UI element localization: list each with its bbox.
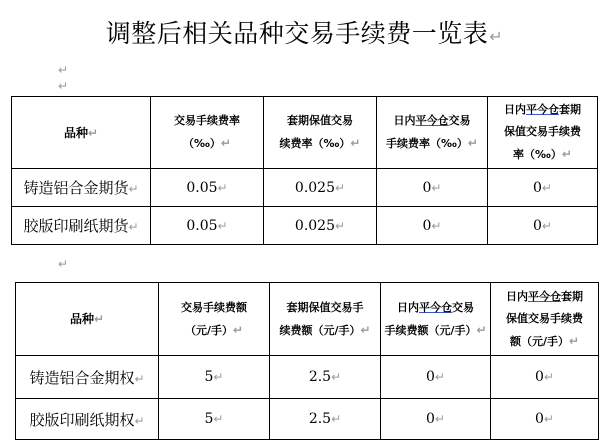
- header-normal-fee: 交易手续费额 （元/手）↵: [159, 283, 270, 356]
- intraday-fee-cell: 0↵: [381, 356, 491, 399]
- header-hedge-fee: 套期保值交易手 续费额（元/手）↵: [270, 283, 381, 356]
- empty-paragraph: ↵: [58, 257, 69, 271]
- table-row: [12, 169, 598, 207]
- hedge-fee-cell: 0.025↵: [264, 169, 377, 207]
- intraday-fee-cell: 0↵: [381, 399, 491, 440]
- table-header-row: [16, 283, 599, 356]
- hedge-intraday-fee-cell: 0↵: [491, 399, 599, 440]
- empty-paragraph: ↵: [58, 79, 69, 93]
- hedge-intraday-fee-cell: 0↵: [491, 356, 599, 399]
- table-row: [16, 356, 599, 399]
- header-variety: 品种↵: [12, 97, 151, 169]
- title-text: 调整后相关品种交易手续费一览表: [105, 19, 489, 48]
- page-title: [0, 14, 609, 50]
- hedge-fee-cell: 2.5↵: [270, 399, 381, 440]
- intraday-fee-cell: 0↵: [377, 169, 488, 207]
- variety-cell: 铸造铝合金期货↵: [12, 169, 151, 207]
- normal-fee-cell: 0.05↵: [151, 169, 264, 207]
- header-normal-fee: 交易手续费率 （‰）↵: [151, 97, 264, 169]
- hedge-fee-cell: 0.025↵: [264, 207, 377, 245]
- header-intraday-fee: 日内平今仓交易 手续费率（‰）↵: [377, 97, 488, 169]
- normal-fee-cell: 5↵: [159, 356, 270, 399]
- header-variety: 品种↵: [16, 283, 159, 356]
- header-hedge-intraday-fee: 日内平今仓套期 保值交易手续费 额（元/手）↵: [491, 283, 599, 356]
- empty-paragraph: ↵: [58, 63, 69, 77]
- hedge-intraday-fee-cell: 0↵: [488, 169, 598, 207]
- options-fee-table: [15, 282, 599, 440]
- futures-fee-table: [11, 96, 598, 245]
- header-intraday-fee: 日内平今仓交易 手续费额（元/手）↵: [381, 283, 491, 356]
- variety-cell: 胶版印刷纸期货↵: [12, 207, 151, 245]
- header-hedge-intraday-fee: 日内平今仓套期 保值交易手续费 率（‰）↵: [488, 97, 598, 169]
- table-row: [12, 207, 598, 245]
- hedge-intraday-fee-cell: 0↵: [488, 207, 598, 245]
- table-row: [16, 399, 599, 440]
- normal-fee-cell: 5↵: [159, 399, 270, 440]
- paragraph-mark: ↵: [489, 27, 504, 46]
- variety-cell: 铸造铝合金期权↵: [16, 356, 159, 399]
- intraday-fee-cell: 0↵: [377, 207, 488, 245]
- variety-cell: 胶版印刷纸期权↵: [16, 399, 159, 440]
- normal-fee-cell: 0.05↵: [151, 207, 264, 245]
- hedge-fee-cell: 2.5↵: [270, 356, 381, 399]
- table-header-row: [12, 97, 598, 169]
- header-hedge-fee: 套期保值交易 续费率（‰）↵: [264, 97, 377, 169]
